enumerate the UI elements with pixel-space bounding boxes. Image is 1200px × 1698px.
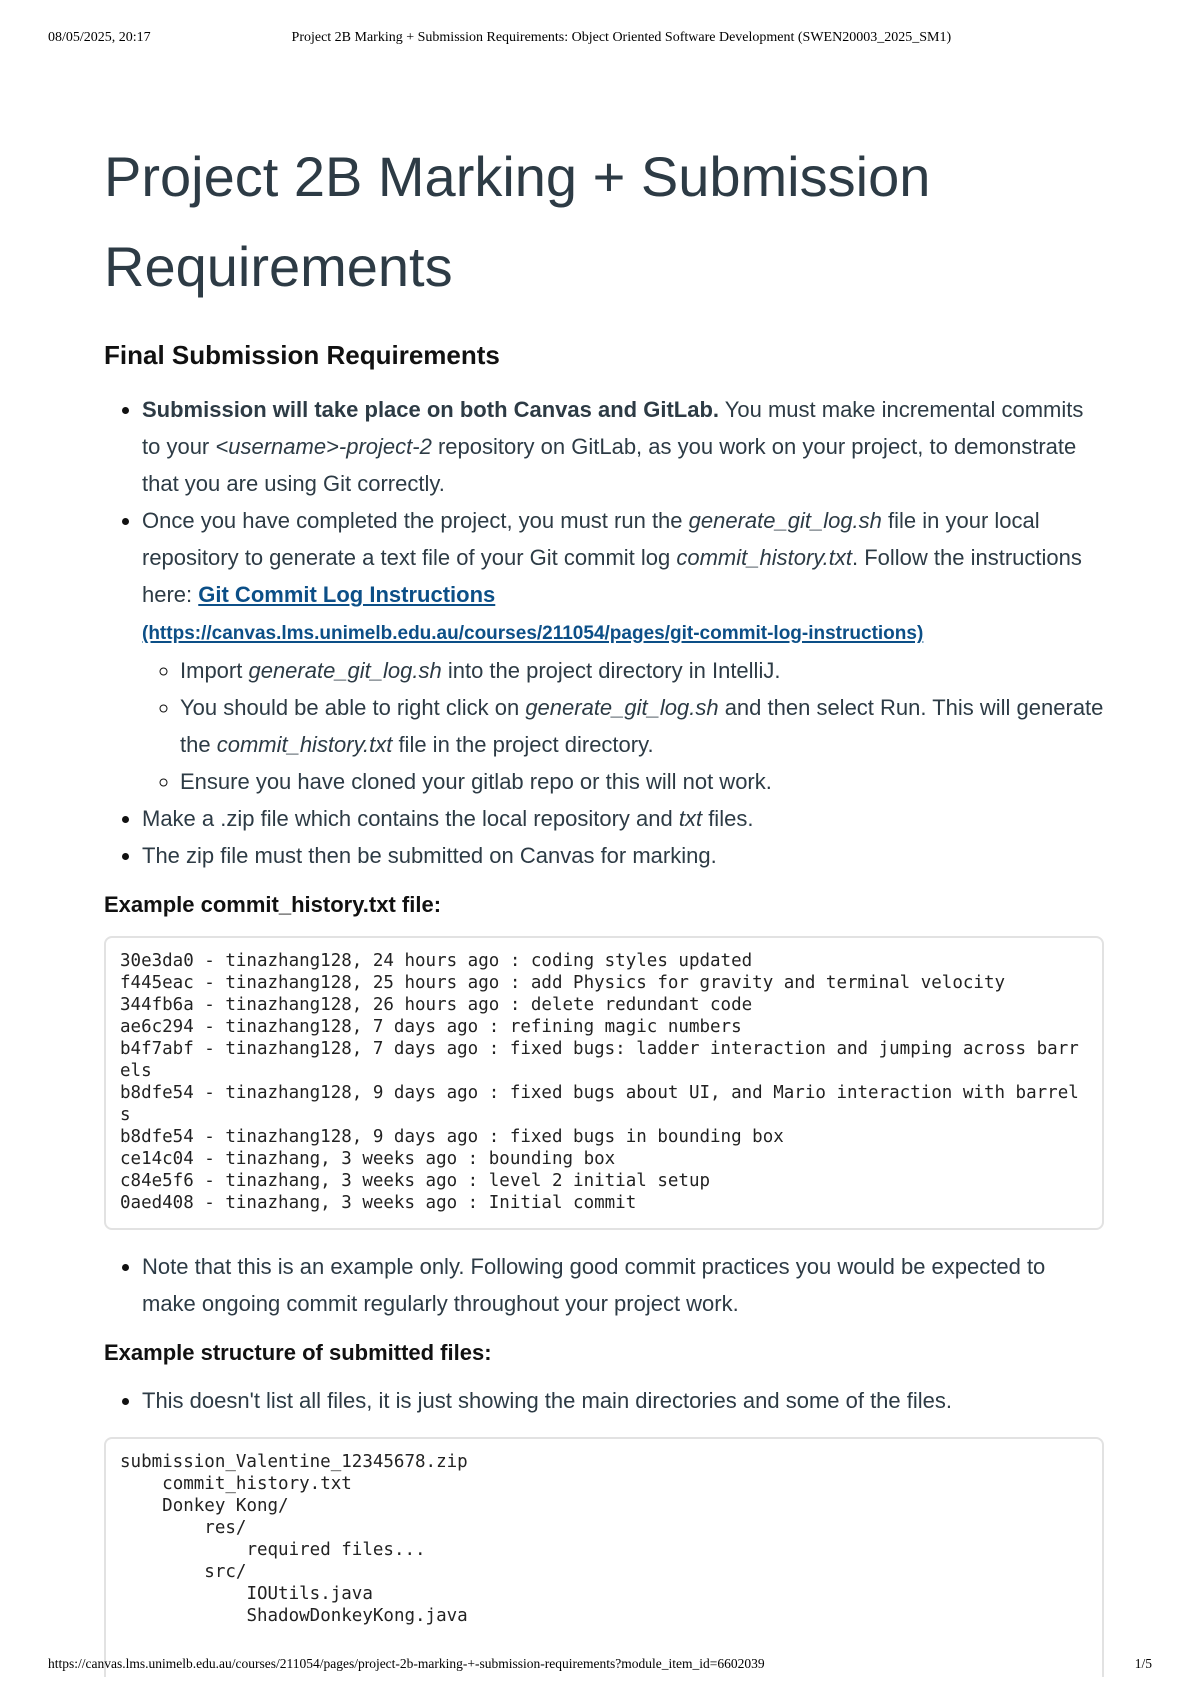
commit-example-heading: Example commit_history.txt file: xyxy=(104,892,442,917)
sub-list xyxy=(142,652,1104,800)
list-text: Make a .zip file which contains the local repository and xyxy=(142,806,679,831)
bold-text: Submission will take place on both Canvas and GitLab. xyxy=(142,397,719,422)
italic-text: <username>-project-2 xyxy=(215,434,432,459)
final-submission-heading: Final Submission Requirements xyxy=(104,340,500,370)
list-text: file in the project directory. xyxy=(392,732,654,757)
italic-text: commit_history.txt xyxy=(216,732,393,757)
page-title-line1: Project 2B Marking + Submission xyxy=(104,145,931,208)
page-title-line2: Requirements xyxy=(104,235,453,298)
page-title xyxy=(104,132,1104,312)
print-page-title: Project 2B Marking + Submission Requirements: Object Oriented Software Development (SWEN20003_2025_SM1) xyxy=(291,30,952,45)
print-datetime: 08/05/2025, 20:17 xyxy=(48,30,151,45)
list-text: The zip file must then be submitted on Canvas for marking. xyxy=(142,843,717,868)
print-footer xyxy=(48,1656,1152,1672)
sub-list-item xyxy=(180,652,1104,689)
italic-text: generate_git_log.sh xyxy=(248,658,442,683)
list-text: and then select Run. This will generate the xyxy=(180,695,1104,757)
list-item: • This doesn't list all files, it is just showing the main directories and some of the files. xyxy=(142,1382,1104,1419)
file-structure-code-block: submission_Valentine_12345678.zip commit_history.txt Donkey Kong/ res/ required files... src/ IOUtils.java ShadowDonkeyKong.java xyxy=(104,1437,1104,1677)
list-item: • Note that this is an example only. Following good commit practices you would be expected to make ongoing commit regularly throughout your project work. xyxy=(142,1248,1104,1322)
requirements-list xyxy=(104,391,1104,874)
italic-text: txt xyxy=(678,806,703,831)
commit-history-code-block: 30e3da0 - tinazhang128, 24 hours ago : coding styles updated f445eac - tinazhang128, 25 hours ago : add Physics for gravity and terminal velocity 344fb6a - tinazhang128, 26 hours ago : delete redundant code ae6c294 - tinazhang128, 7 days ago : refining magic numbers b4f7abf - tinazhang128, 7 days ago : fixed bugs: ladder interaction and jumping across barrels b8dfe54 - tinazhang128, 9 days ago : fixed bugs about UI, and Mario interaction with barrels b8dfe54 - tinazhang128, 9 days ago : fixed bugs in bounding box ce14c04 - tinazhang, 3 weeks ago : bounding box c84e5f6 - tinazhang, 3 weeks ago : level 2 initial setup 0aed408 - tinazhang, 3 weeks ago : Initial commit xyxy=(104,936,1104,1230)
print-page-number: 1/5 xyxy=(1134,1656,1152,1671)
list-item xyxy=(142,837,1104,874)
list-text: Ensure you have cloned your gitlab repo or this will not work. xyxy=(180,769,772,794)
list-text: Import xyxy=(180,658,249,683)
print-url: https://canvas.lms.unimelb.edu.au/courses/211054/pages/project-2b-marking-+-submission-requirements?module_item_id=6602039 xyxy=(48,1656,765,1671)
list-text: into the project directory in IntelliJ. xyxy=(441,658,781,683)
page-content xyxy=(104,132,1104,1677)
sub-list-item xyxy=(180,763,1104,800)
italic-text: generate_git_log.sh xyxy=(688,508,882,533)
print-header xyxy=(48,30,1152,46)
structure-note-list xyxy=(104,1382,1104,1419)
list-text: . Follow the instructions here: xyxy=(142,545,1082,607)
italic-text: generate_git_log.sh xyxy=(525,695,719,720)
sub-list-item xyxy=(180,689,1104,763)
list-item xyxy=(142,800,1104,837)
list-text: You should be able to right click on xyxy=(180,695,526,720)
commit-note-list xyxy=(104,1248,1104,1322)
list-item xyxy=(142,502,1104,800)
list-text: Once you have completed the project, you must run the xyxy=(142,508,689,533)
italic-text: commit_history.txt xyxy=(676,545,852,570)
link-label[interactable]: Git Commit Log Instructions xyxy=(198,582,496,607)
structure-example-heading: Example structure of submitted files: xyxy=(104,1340,492,1365)
list-text: You must make incremental commits to your xyxy=(142,397,1084,459)
list-text: repository on GitLab, as you work on your project, to demonstrate that you are using Git correctly. xyxy=(142,434,1077,496)
git-commit-log-link[interactable] xyxy=(142,582,923,644)
link-url[interactable]: (https://canvas.lms.unimelb.edu.au/courses/211054/pages/git-commit-log-instructions) xyxy=(142,623,924,644)
list-text: file in your local repository to generate a text file of your Git commit log xyxy=(142,508,1040,570)
list-text: files. xyxy=(702,806,754,831)
list-item xyxy=(142,391,1104,502)
